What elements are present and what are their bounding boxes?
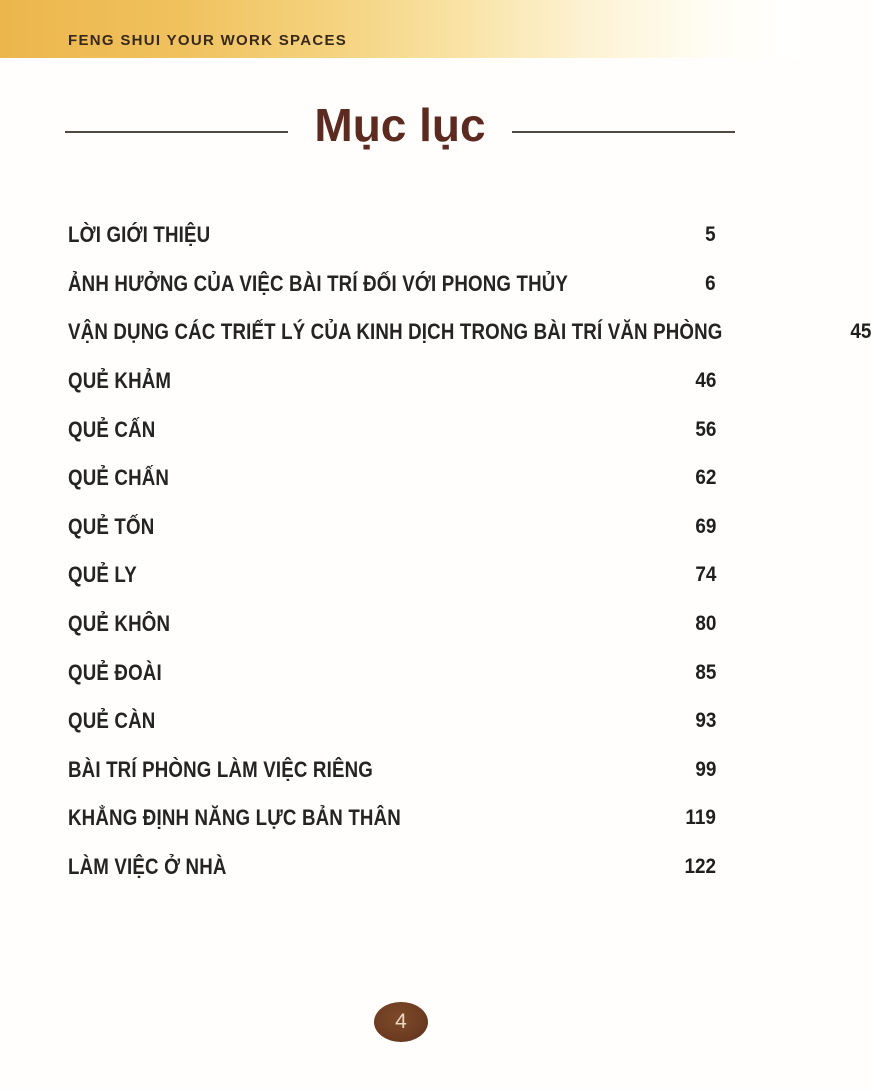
toc-entry-page-number: 93 (694, 709, 716, 733)
toc-entry-label: QUẺ KHÔN (68, 611, 171, 637)
toc-entry-row (68, 454, 716, 503)
toc-entry-page-number: 6 (705, 271, 716, 295)
toc-entry-page-number: 62 (694, 466, 716, 490)
toc-entry-row (68, 697, 716, 746)
toc-entry-page-number: 45 (850, 320, 871, 344)
heading-rule-right (512, 131, 735, 133)
page-number: 4 (395, 1010, 407, 1033)
toc-entry-row (68, 794, 716, 843)
toc-entry-row (68, 260, 716, 309)
toc-entry-page-number: 122 (684, 855, 716, 879)
toc-entry-label: KHẲNG ĐỊNH NĂNG LỰC BẢN THÂN (68, 805, 401, 831)
toc-entry-row (68, 503, 716, 552)
toc-entry-label: ẢNH HƯỞNG CỦA VIỆC BÀI TRÍ ĐỐI VỚI PHONG THỦY (68, 270, 569, 296)
toc-entry-label: QUẺ KHẢM (68, 368, 172, 394)
toc-entry-row (68, 405, 716, 454)
heading-rule-left (65, 131, 288, 133)
toc-entry-row (68, 211, 716, 260)
toc-entry-row (68, 308, 871, 357)
toc-entry-label: QUẺ ĐOÀI (68, 659, 162, 685)
toc-entry-page-number: 5 (705, 223, 716, 247)
toc-entry-page-number: 80 (694, 612, 716, 636)
toc-entry-page-number: 85 (694, 660, 716, 684)
toc-entry-page-number: 119 (685, 806, 716, 830)
page-number-badge (374, 1002, 428, 1042)
toc-entry-label: VẬN DỤNG CÁC TRIẾT LÝ CỦA KINH DỊCH TRONG BÀI TRÍ VĂN PHÒNG (68, 319, 723, 345)
toc-entry-row (68, 551, 716, 600)
book-title: FENG SHUI YOUR WORK SPACES (68, 32, 348, 49)
toc-entry-label: QUẺ TỐN (68, 513, 155, 539)
page-title: Mục lục (314, 99, 486, 151)
toc-entry-page-number: 69 (694, 514, 716, 538)
toc-entry-row (68, 746, 716, 795)
toc-entry-label: QUẺ CÀN (68, 708, 156, 734)
toc-entry-row (68, 648, 716, 697)
toc-entry-label: LỜI GIỚI THIỆU (68, 222, 211, 248)
toc-entry-label: BÀI TRÍ PHÒNG LÀM VIỆC RIÊNG (68, 756, 374, 782)
header-bar (0, 0, 800, 58)
toc-entry-label: QUẺ CHẤN (68, 465, 170, 491)
toc-entry-row (68, 843, 716, 892)
toc-list (68, 211, 871, 891)
toc-entry-page-number: 56 (694, 417, 716, 441)
toc-entry-label: QUẺ CẤN (68, 416, 156, 442)
toc-entry-page-number: 46 (694, 369, 716, 393)
toc-entry-row (68, 357, 716, 406)
toc-entry-label: QUẺ LY (68, 562, 137, 588)
toc-entry-row (68, 600, 716, 649)
toc-entry-page-number: 74 (694, 563, 716, 587)
toc-entry-label: LÀM VIỆC Ở NHÀ (68, 854, 227, 880)
toc-entry-page-number: 99 (694, 757, 716, 781)
toc-heading-row (65, 94, 735, 156)
